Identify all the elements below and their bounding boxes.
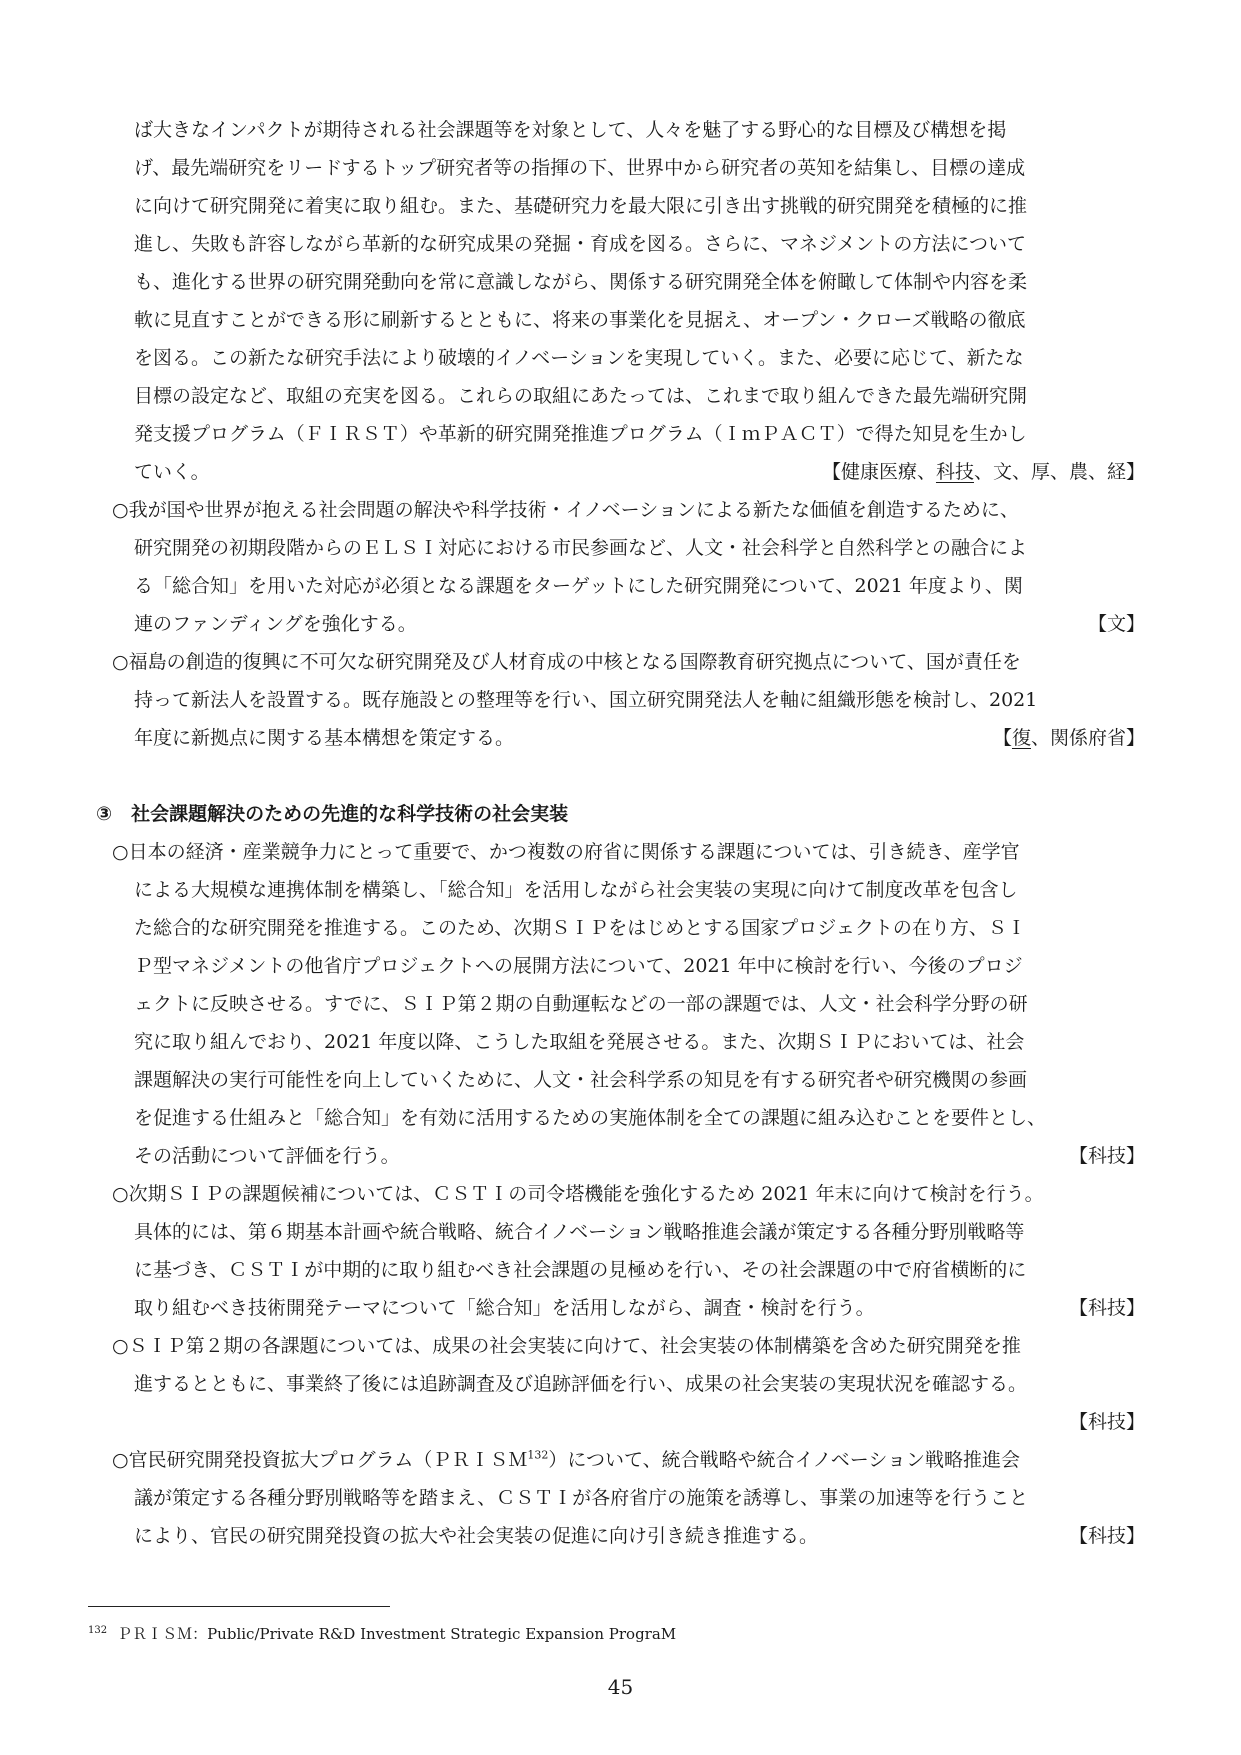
text-line: 連のファンディングを強化する。	[134, 613, 417, 635]
tag-underlined: 復	[1011, 727, 1031, 749]
text-line: ○我が国や世界が抱える社会問題の解決や科学技術・イノベーションによる新たな価値を創造するために、	[112, 499, 1019, 521]
tag-underlined: 科技	[935, 461, 974, 483]
text-line: ○次期ＳＩＰの課題候補については、ＣＳＴＩの司令塔機能を強化するため 2021 年末に向けて検討を行う。	[112, 1183, 1044, 1205]
text-line: ェクトに反映させる。すでに、ＳＩＰ第２期の自動運転などの一部の課題では、人文・社会科学分野の研	[134, 993, 1028, 1015]
text-line: 軟に見直すことができる形に刷新するとともに、将来の事業化を見据え、オープン・クローズ戦略の徹底	[134, 309, 1026, 331]
text-line: に基づき、ＣＳＴＩが中期的に取り組むべき社会課題の見極めを行い、その社会課題の中で府省横断的に	[134, 1259, 1027, 1281]
section-heading: ③ 社会課題解決のための先進的な科学技術の社会実装	[96, 803, 569, 825]
text-line: 研究開発の初期段階からのＥＬＳＩ対応における市民参画など、人文・社会科学と自然科学との融合によ	[134, 537, 1028, 559]
footnote-divider	[88, 1606, 390, 1607]
text-line: により、官民の研究開発投資の拡大や社会実装の促進に向け引き続き推進する。	[134, 1525, 819, 1547]
text-line: Ｐ型マネジメントの他省庁プロジェクトへの展開方法について、2021 年中に検討を行い、今後のプロジ	[134, 955, 1023, 977]
text-line: 目標の設定など、取組の充実を図る。これらの取組にあたっては、これまで取り組んできた最先端研究開	[134, 385, 1028, 407]
text-line: 課題解決の実行可能性を向上していくために、人文・社会科学系の知見を有する研究者や研究機関の参画	[134, 1069, 1028, 1091]
text-line: 年度に新拠点に関する基本構想を策定する。	[134, 727, 515, 749]
footnote-number: 132	[88, 1625, 108, 1636]
text-line: も、進化する世界の研究開発動向を常に意識しながら、関係する研究開発全体を俯瞰して体制や内容を柔	[134, 271, 1028, 293]
text-line: た総合的な研究開発を推進する。このため、次期ＳＩＰをはじめとする国家プロジェクトの在り方、ＳＩ	[134, 917, 1026, 939]
text-line	[112, 1448, 1020, 1472]
ministry-tag: 【文】	[1087, 613, 1145, 635]
text-line: 持って新法人を設置する。既存施設との整理等を行い、国立研究開発法人を軸に組織形態を検討し、2021	[134, 689, 1038, 711]
text-line: 取り組むべき技術開発テーマについて「総合知」を活用しながら、調査・検討を行う。	[134, 1297, 875, 1319]
text-line: 究に取り組んでおり、2021 年度以降、こうした取組を発展させる。また、次期ＳＩＰにおいては、社会	[134, 1031, 1025, 1053]
tag-text: 、関係府省】	[1030, 727, 1145, 749]
ministry-tag: 【科技】	[1068, 1411, 1145, 1433]
ministry-tag: 【科技】	[1068, 1297, 1145, 1319]
text-line: 具体的には、第６期基本計画や統合戦略、統合イノベーション戦略推進会議が策定する各種分野別戦略等	[134, 1221, 1025, 1243]
ministry-tag	[993, 726, 1145, 750]
tag-text: 、文、厚、農、経】	[973, 461, 1145, 483]
footnote-text: ＰＲＩＳＭ：Public/Private R&D Investment Strategic Expansion PrograM	[117, 1625, 677, 1643]
text-line: ば大きなインパクトが期待される社会課題等を対象として、人々を魅了する野心的な目標及び構想を掲	[134, 119, 1007, 141]
ministry-tag	[822, 460, 1145, 484]
tag-text: 【	[992, 727, 1012, 749]
text-line: 議が策定する各種分野別戦略等を踏まえ、ＣＳＴＩが各府省庁の施策を誘導し、事業の加速等を行うこと	[134, 1487, 1029, 1509]
text-line: ていく。	[134, 461, 210, 483]
text-line: による大規模な連携体制を構築し、「総合知」を活用しながら社会実装の実現に向けて制度改革を包含し	[134, 879, 1018, 901]
text-line: ○日本の経済・産業競争力にとって重要で、かつ複数の府省に関係する課題については、引き続き、産学官	[112, 841, 1020, 863]
text-line: 進し、失敗も許容しながら革新的な研究成果の発掘・育成を図る。さらに、マネジメントの方法について	[134, 233, 1027, 255]
text-line: に向けて研究開発に着実に取り組む。また、基礎研究力を最大限に引き出す挑戦的研究開発を積極的に推	[134, 195, 1028, 217]
text-line: ○ＳＩＰ第２期の各課題については、成果の社会実装に向けて、社会実装の体制構築を含めた研究開発を推	[112, 1335, 1021, 1357]
text-span: ）について、統合戦略や統合イノベーション戦略推進会	[548, 1449, 1020, 1471]
text-span: ○官民研究開発投資拡大プログラム（ＰＲＩＳＭ	[112, 1449, 528, 1471]
text-line: げ、最先端研究をリードするトップ研究者等の指揮の下、世界中から研究者の英知を結集し、目標の達成	[134, 157, 1026, 179]
ministry-tag: 【科技】	[1068, 1145, 1145, 1167]
text-line: 進するとともに、事業終了後には追跡調査及び追跡評価を行い、成果の社会実装の実現状況を確認する。	[134, 1373, 1028, 1395]
footnote	[88, 1621, 676, 1644]
text-line: を図る。この新たな研究手法により破壊的イノベーションを実現していく。また、必要に応じて、新たな	[134, 347, 1024, 369]
text-line: る「総合知」を用いた対応が必須となる課題をターゲットにした研究開発について、2021 年度より、関	[134, 575, 1023, 597]
text-line: ○福島の創造的復興に不可欠な研究開発及び人材育成の中核となる国際教育研究拠点について、国が責任を	[112, 651, 1021, 673]
text-line: その活動について評価を行う。	[134, 1145, 400, 1167]
ministry-tag: 【科技】	[1068, 1525, 1145, 1547]
page-number: 45	[607, 1675, 634, 1699]
text-line: 発支援プログラム（ＦＩＲＳＴ）や革新的研究開発推進プログラム（ＩｍＰＡＣＴ）で得た知見を生かし	[134, 423, 1027, 445]
footnote-reference: 132	[527, 1448, 549, 1462]
tag-text: 【健康医療、	[821, 461, 936, 483]
text-line: を促進する仕組みと「総合知」を有効に活用するための実施体制を全ての課題に組み込むことを要件とし、	[134, 1107, 1047, 1129]
